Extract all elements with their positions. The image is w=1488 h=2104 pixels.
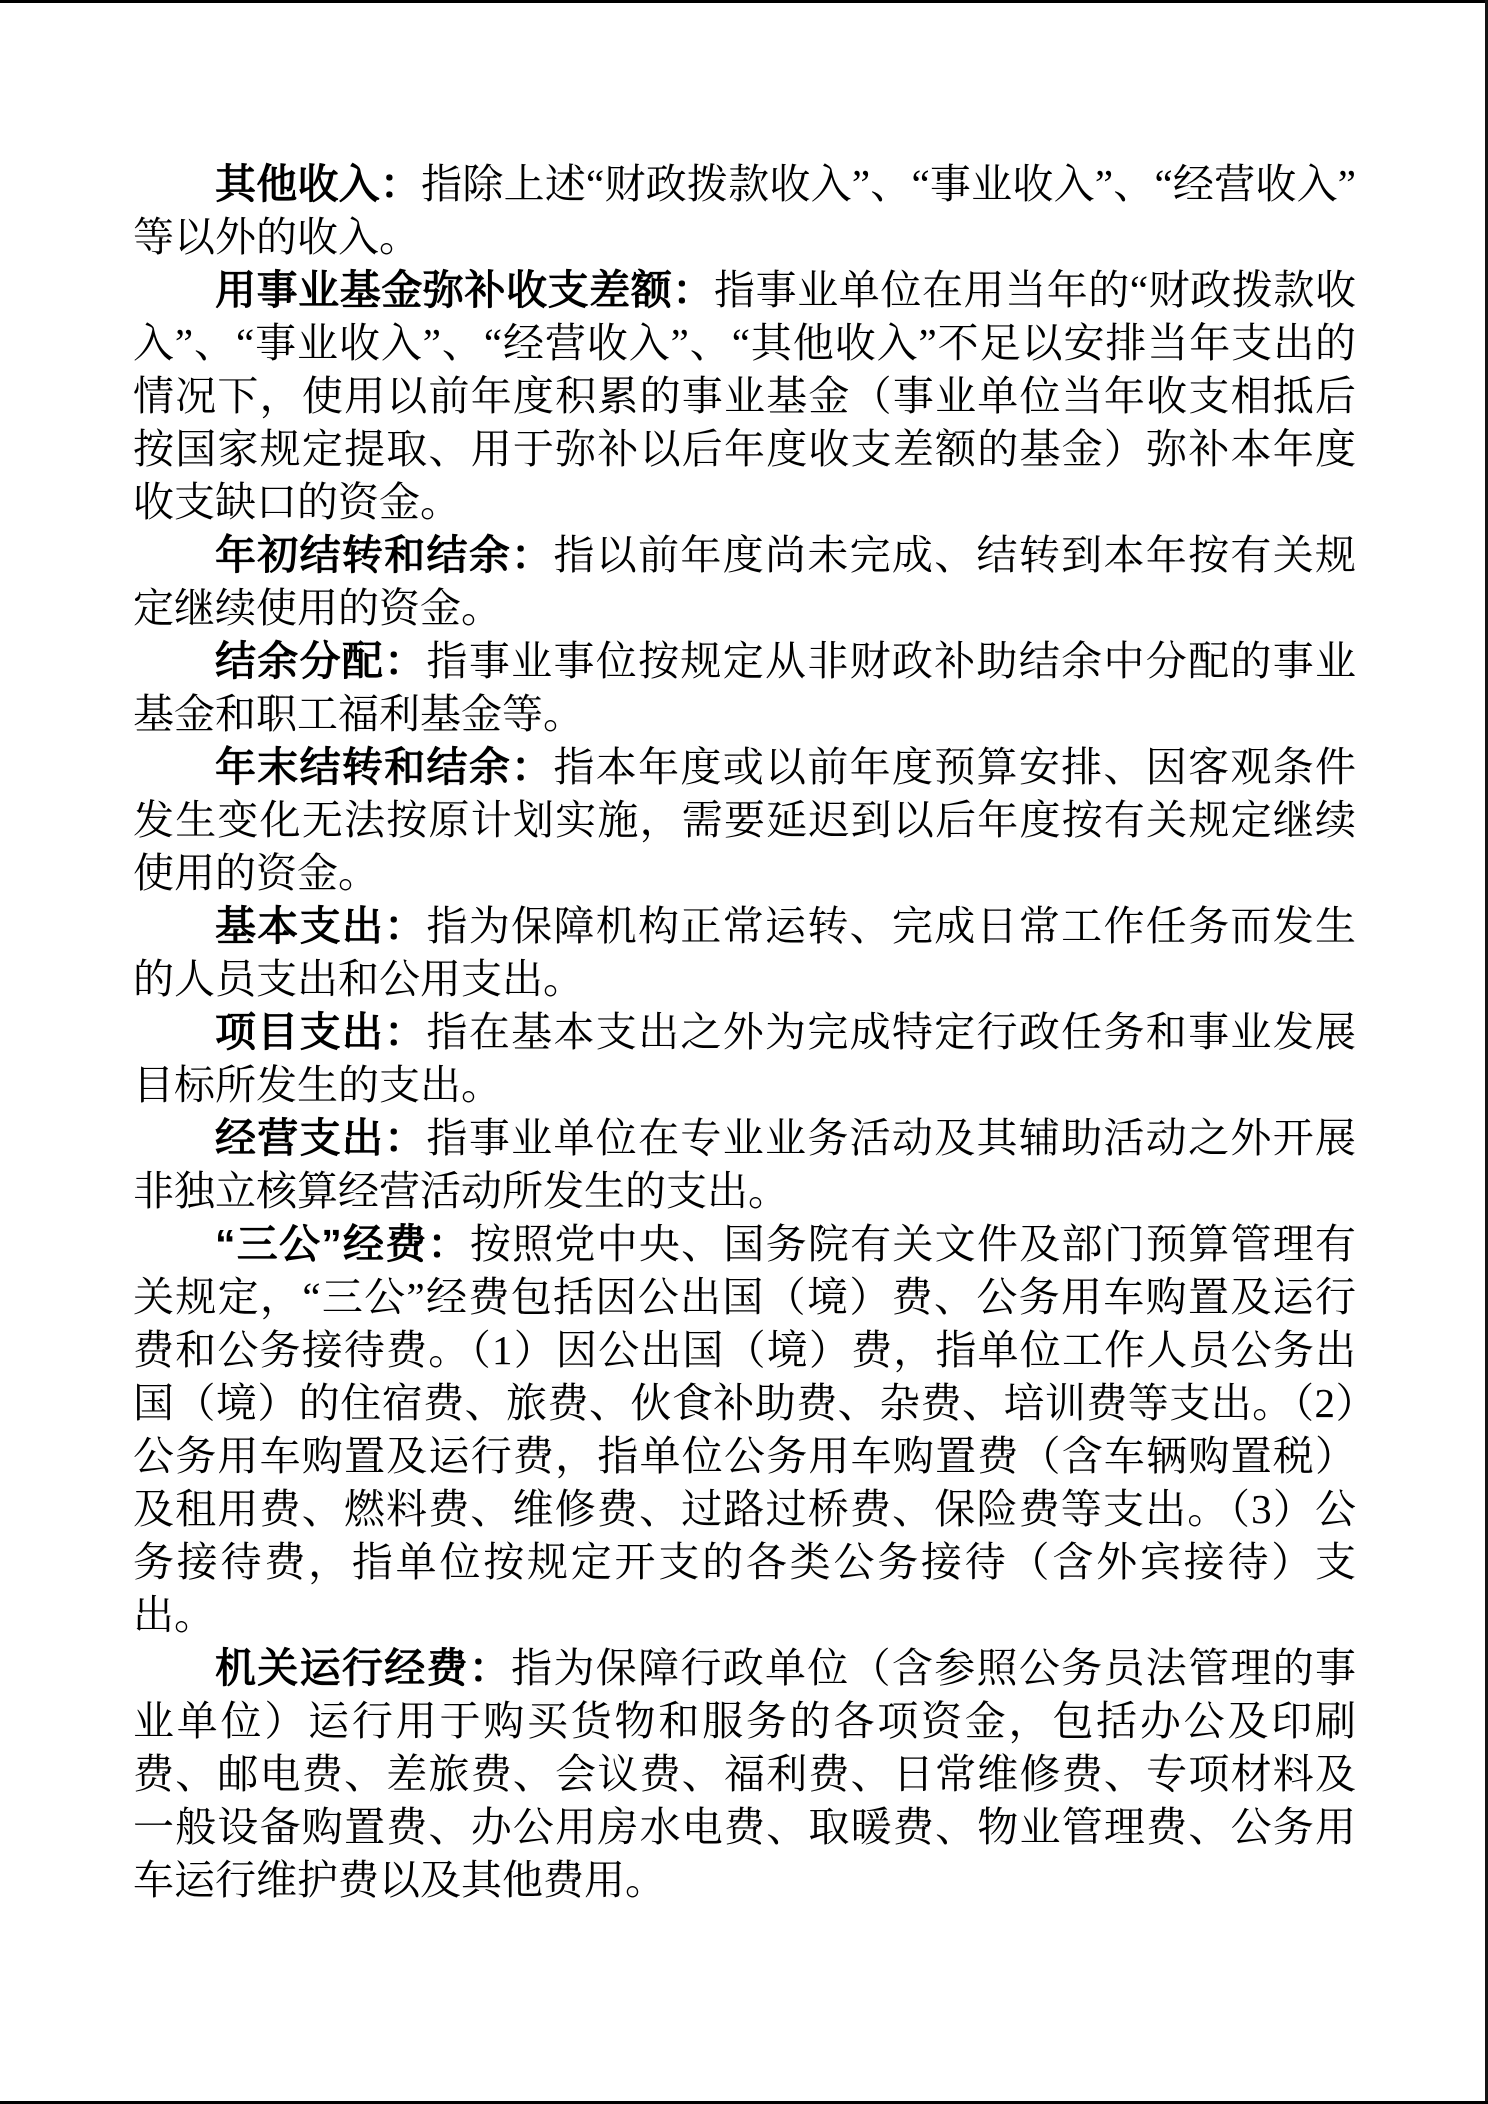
term-label: 其他收入： xyxy=(215,161,422,207)
term-label: 基本支出： xyxy=(215,903,427,949)
term-label: 经营支出： xyxy=(215,1115,427,1161)
term-label: 项目支出： xyxy=(215,1009,427,1055)
term-label: 年初结转和结余： xyxy=(215,532,554,578)
term-definition: 指以前年度尚未完成、结转到本年按有关规定继续使用的资金。 xyxy=(133,532,1357,631)
definition-paragraph xyxy=(133,158,1356,264)
term-label: 用事业基金弥补收支差额： xyxy=(215,267,715,313)
term-definition: 指事业单位在专业业务活动及其辅助活动之外开展非独立核算经营活动所发生的支出。 xyxy=(133,1115,1357,1214)
definition-paragraph xyxy=(133,1642,1356,1907)
scan-edge-top xyxy=(0,0,1488,3)
definition-paragraph xyxy=(133,635,1356,741)
term-label: “三公”经费： xyxy=(215,1221,470,1267)
term-definition: 指本年度或以前年度预算安排、因客观条件发生变化无法按原计划实施，需要延迟到以后年度按有关规定继续使用的资金。 xyxy=(133,744,1357,896)
definition-paragraph xyxy=(133,900,1356,1006)
text-block xyxy=(133,158,1356,1907)
term-definition: 指为保障行政单位（含参照公务员法管理的事业单位）运行用于购买货物和服务的各项资金，包括办公及印刷费、邮电费、差旅费、会议费、福利费、日常维修费、专项材料及一般设备购置费、办公用房水电费、取暖费、物业管理费、公务用车运行维护费以及其他费用。 xyxy=(133,1645,1357,1903)
term-definition: 按照党中央、国务院有关文件及部门预算管理有关规定，“三公”经费包括因公出国（境）费、公务用车购置及运行费和公务接待费。（1）因公出国（境）费，指单位工作人员公务出国（境）的住宿费、旅费、伙食补助费、杂费、培训费等支出。（2）公务用车购置及运行费，指单位公务用车购置费（含车辆购置税）及租用费、燃料费、维修费、过路过桥费、保险费等支出。（3）公务接待费，指单位按规定开支的各类公务接待（含外宾接待）支出。 xyxy=(133,1221,1357,1638)
definition-paragraph xyxy=(133,264,1356,529)
term-label: 机关运行经费： xyxy=(215,1645,512,1691)
definition-paragraph xyxy=(133,1112,1356,1218)
term-label: 结余分配： xyxy=(215,638,427,684)
term-definition: 指在基本支出之外为完成特定行政任务和事业发展目标所发生的支出。 xyxy=(133,1009,1357,1108)
definition-paragraph xyxy=(133,1218,1356,1642)
definition-paragraph xyxy=(133,1006,1356,1112)
definition-paragraph xyxy=(133,529,1356,635)
term-definition: 指除上述“财政拨款收入”、“事业收入”、“经营收入”等以外的收入。 xyxy=(133,161,1357,260)
term-definition: 指为保障机构正常运转、完成日常工作任务而发生的人员支出和公用支出。 xyxy=(133,903,1357,1002)
term-definition: 指事业事位按规定从非财政补助结余中分配的事业基金和职工福利基金等。 xyxy=(133,638,1357,737)
term-definition: 指事业单位在用当年的“财政拨款收入”、“事业收入”、“经营收入”、“其他收入”不足以安排当年支出的情况下，使用以前年度积累的事业基金（事业单位当年收支相抵后按国家规定提取、用于弥补以后年度收支差额的基金）弥补本年度收支缺口的资金。 xyxy=(133,267,1357,525)
definition-paragraph xyxy=(133,741,1356,900)
term-label: 年末结转和结余： xyxy=(215,744,554,790)
